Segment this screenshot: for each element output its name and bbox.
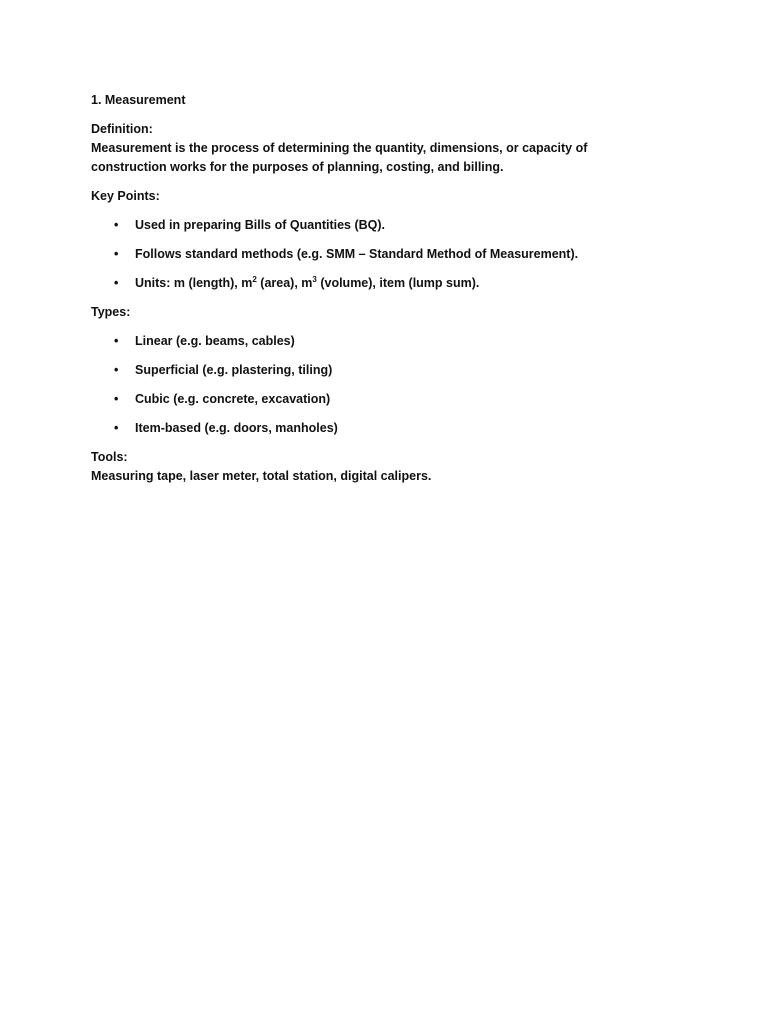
units-text: [135, 276, 479, 290]
document-content: [91, 91, 651, 486]
list-item: [91, 419, 651, 438]
tools-block: [91, 448, 651, 486]
key-point-text: Used in preparing Bills of Quantities (BQ).: [135, 218, 386, 232]
units-text-part-3: (volume), item (lump sum).: [316, 276, 480, 290]
bullet-icon: •: [114, 363, 119, 377]
definition-text-line-2: construction works for the purposes of planning, costing, and billing.: [91, 160, 504, 174]
types-label: Types:: [91, 305, 131, 319]
definition-text-line-1: Measurement is the process of determining the quantity, dimensions, or capacity of: [91, 141, 588, 155]
type-text: Linear (e.g. beams, cables): [135, 334, 295, 348]
units-text-part-2: (area), m: [256, 276, 313, 290]
key-points-list: [91, 216, 651, 293]
types-list: [91, 332, 651, 438]
list-item: [91, 332, 651, 351]
type-text: Superficial (e.g. plastering, tiling): [135, 363, 333, 377]
bullet-icon: •: [114, 421, 119, 435]
cubed-superscript: 3: [312, 275, 317, 284]
list-item: [91, 274, 651, 293]
units-text-part-1: Units: m (length), m: [135, 276, 253, 290]
list-item: [91, 361, 651, 380]
list-item: [91, 216, 651, 235]
bullet-icon: •: [114, 276, 119, 290]
definition-block: [91, 120, 651, 177]
type-text: Item-based (e.g. doors, manholes): [135, 421, 338, 435]
list-item: [91, 390, 651, 409]
squared-superscript: 2: [252, 275, 257, 284]
tools-text: Measuring tape, laser meter, total station, digital calipers.: [91, 469, 432, 483]
definition-label: Definition:: [91, 122, 153, 136]
tools-label: Tools:: [91, 450, 128, 464]
key-points-label: Key Points:: [91, 189, 160, 203]
bullet-icon: •: [114, 218, 119, 232]
bullet-icon: •: [114, 247, 119, 261]
bullet-icon: •: [114, 334, 119, 348]
key-point-text: Follows standard methods (e.g. SMM – Standard Method of Measurement).: [135, 247, 579, 261]
section-heading: 1. Measurement: [91, 93, 186, 107]
type-text: Cubic (e.g. concrete, excavation): [135, 392, 331, 406]
list-item: [91, 245, 651, 264]
bullet-icon: •: [114, 392, 119, 406]
